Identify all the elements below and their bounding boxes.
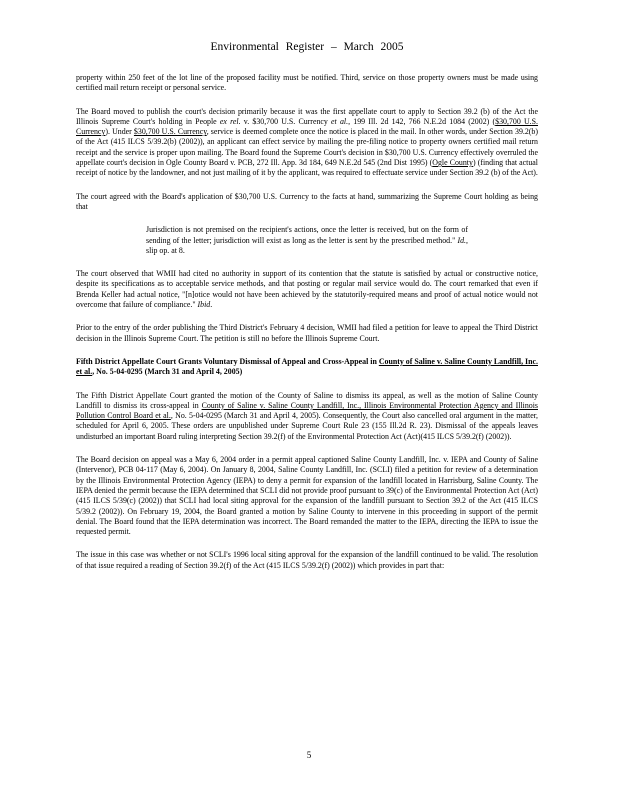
paragraph: The issue in this case was whether or not SCLI's 1996 local siting approval for the expansion of the landfill continued to be valid. The resolution of that issue required a reading of Section 39.2(f) of the Act (415 ILCS 5/39.2(f) (2002)) which provides in part that:: [76, 550, 538, 570]
case-reference: $30,700 U.S. Currency: [76, 116, 539, 137]
case-reference: $30,700 U.S. Currency: [133, 127, 207, 137]
block-quote: Jurisdiction is not premised on the recipient's actions, once the letter is received, but on the form of sending of the letter; jurisdiction will exist as long as the letter is sent by the prescribed method." Id., slip op. at 8.: [146, 225, 468, 255]
paragraph: The Board decision on appeal was a May 6, 2004 order in a permit appeal captioned Saline County Landfill, Inc. v. IEPA and County of Saline (Intervenor), PCB 04-117 (May 6, 2004). On January 8, 2004, Saline County Landfill, Inc. (SCLI) filed a petition for review of a determination by the Illinois Environmental Protection Agency (IEPA) to deny a permit for expansion of the landfill located in Harrisburg, Saline County. The IEPA denied the permit because the IEPA determined that SCLI did not provide proof pursuant to 39(c) of the Environmental Protection Act (Act) (415 ILCS 5/39(c) (2002)) that SCLI had local siting approval for the expansion of the landfill pursuant to Section 39.2 of the Act (415 ILCS 5/39.2 (2002)). On February 19, 2004, the Board granted a motion by Saline County to intervene in this proceeding in support of the permit denial. The Board found that the IEPA determination was incorrect. The Board remanded the matter to the IEPA, directing the IEPA to issue the requested permit.: [76, 455, 538, 537]
document-page: [76, 40, 538, 584]
case-reference: Ogle County: [432, 158, 473, 168]
case-reference: County of Saline v. Saline County Landfill, Inc. et al.: [76, 356, 538, 377]
page-number: 5: [306, 750, 312, 760]
paragraph: The court agreed with the Board's application of $30,700 U.S. Currency to the facts at hand, summarizing the Supreme Court holding as being that: [76, 191, 538, 211]
paragraph: Prior to the entry of the order publishing the Third District's February 4 decision, WMII had filed a petition for leave to appeal the Third District decision in the Illinois Supreme Court. The petition is still no before the Illinois Supreme Court.: [76, 323, 538, 343]
paragraph: property within 250 feet of the lot line of the proposed facility must be notified. Third, service on those property owners must be made using certified mail return receipt or personal service.: [76, 73, 538, 93]
paragraph: The Fifth District Appellate Court granted the motion of the County of Saline to dismiss its appeal, as well as the motion of Saline County Landfill to dismiss its cross-appeal in County of Saline v. Saline County Landfill, Inc., Illinois Environmental Protection Agency and Illinois Pollution Control Board et al., No. 5-04-0295 (March 31 and April 4, 2005). Consequently, the Court also cancelled oral argument in the matter, scheduled for April 6, 2005. These orders are unpublished under Supreme Court Rule 23 (155 Ill.2d R. 23). Dismissal of the appeals leaves undisturbed an important Board ruling interpreting Section 39.2(f) of the Environmental Protection Act (Act)(415 ILCS 5/39.2(f) (2002)).: [76, 390, 539, 441]
paragraph: The Board moved to publish the court's decision primarily because it was the first appellate court to apply to Section 39.2 (b) of the Act the Illinois Supreme Court's holding in People ex rel. v. $30,700 U.S. Currency et al., 199 Ill. 2d 142, 766 N.E.2d 1084 (2002) ($30,700 U.S. Currency). Under $30,700 U.S. Currency, service is deemed complete once the notice is placed in the mail. In other words, under Section 39.2(b) of the Act (415 ILCS 5/39.2(b) (2002)), an applicant can effect service by mailing the pre-filing notice to property owners certified mail return receipt and the service is proper upon mailing. The Board found the Supreme Court's decision in $30,700 U.S. Currency effectively overruled the appellate court's decision in Ogle County Board v. PCB, 272 Ill. App. 3d 184, 649 N.E.2d 545 (2nd Dist 1995) (Ogle County) (finding that actual receipt of notice by the landowner, and not just mailing of it by the applicant, was required to effectuate service under Section 39.2 (b) of the Act).: [76, 106, 539, 178]
case-reference: County of Saline v. Saline County Landfill, Inc., Illinois Environmental Protection Agency and Illinois Pollution Control Board et al.: [76, 400, 538, 421]
page-header: Environmental Register – March 2005: [210, 41, 404, 53]
paragraph: The court observed that WMII had cited no authority in support of its contention that the statute is satisfied by actual or constructive notice, despite its specifications as to acceptable service methods, and that posting or regular mail service would do. The court remarked that even if Brenda Keller had actual notice, "[n]otice would not have been achieved by the statutorily-required means and proof of actual notice would not overcome that failure of compliance." Ibid.: [76, 269, 538, 310]
section-heading: Fifth District Appellate Court Grants Voluntary Dismissal of Appeal and Cross-Appeal in County of Saline v. Saline County Landfill, Inc. et al., No. 5-04-0295 (March 31 and April 4, 2005): [76, 356, 538, 377]
